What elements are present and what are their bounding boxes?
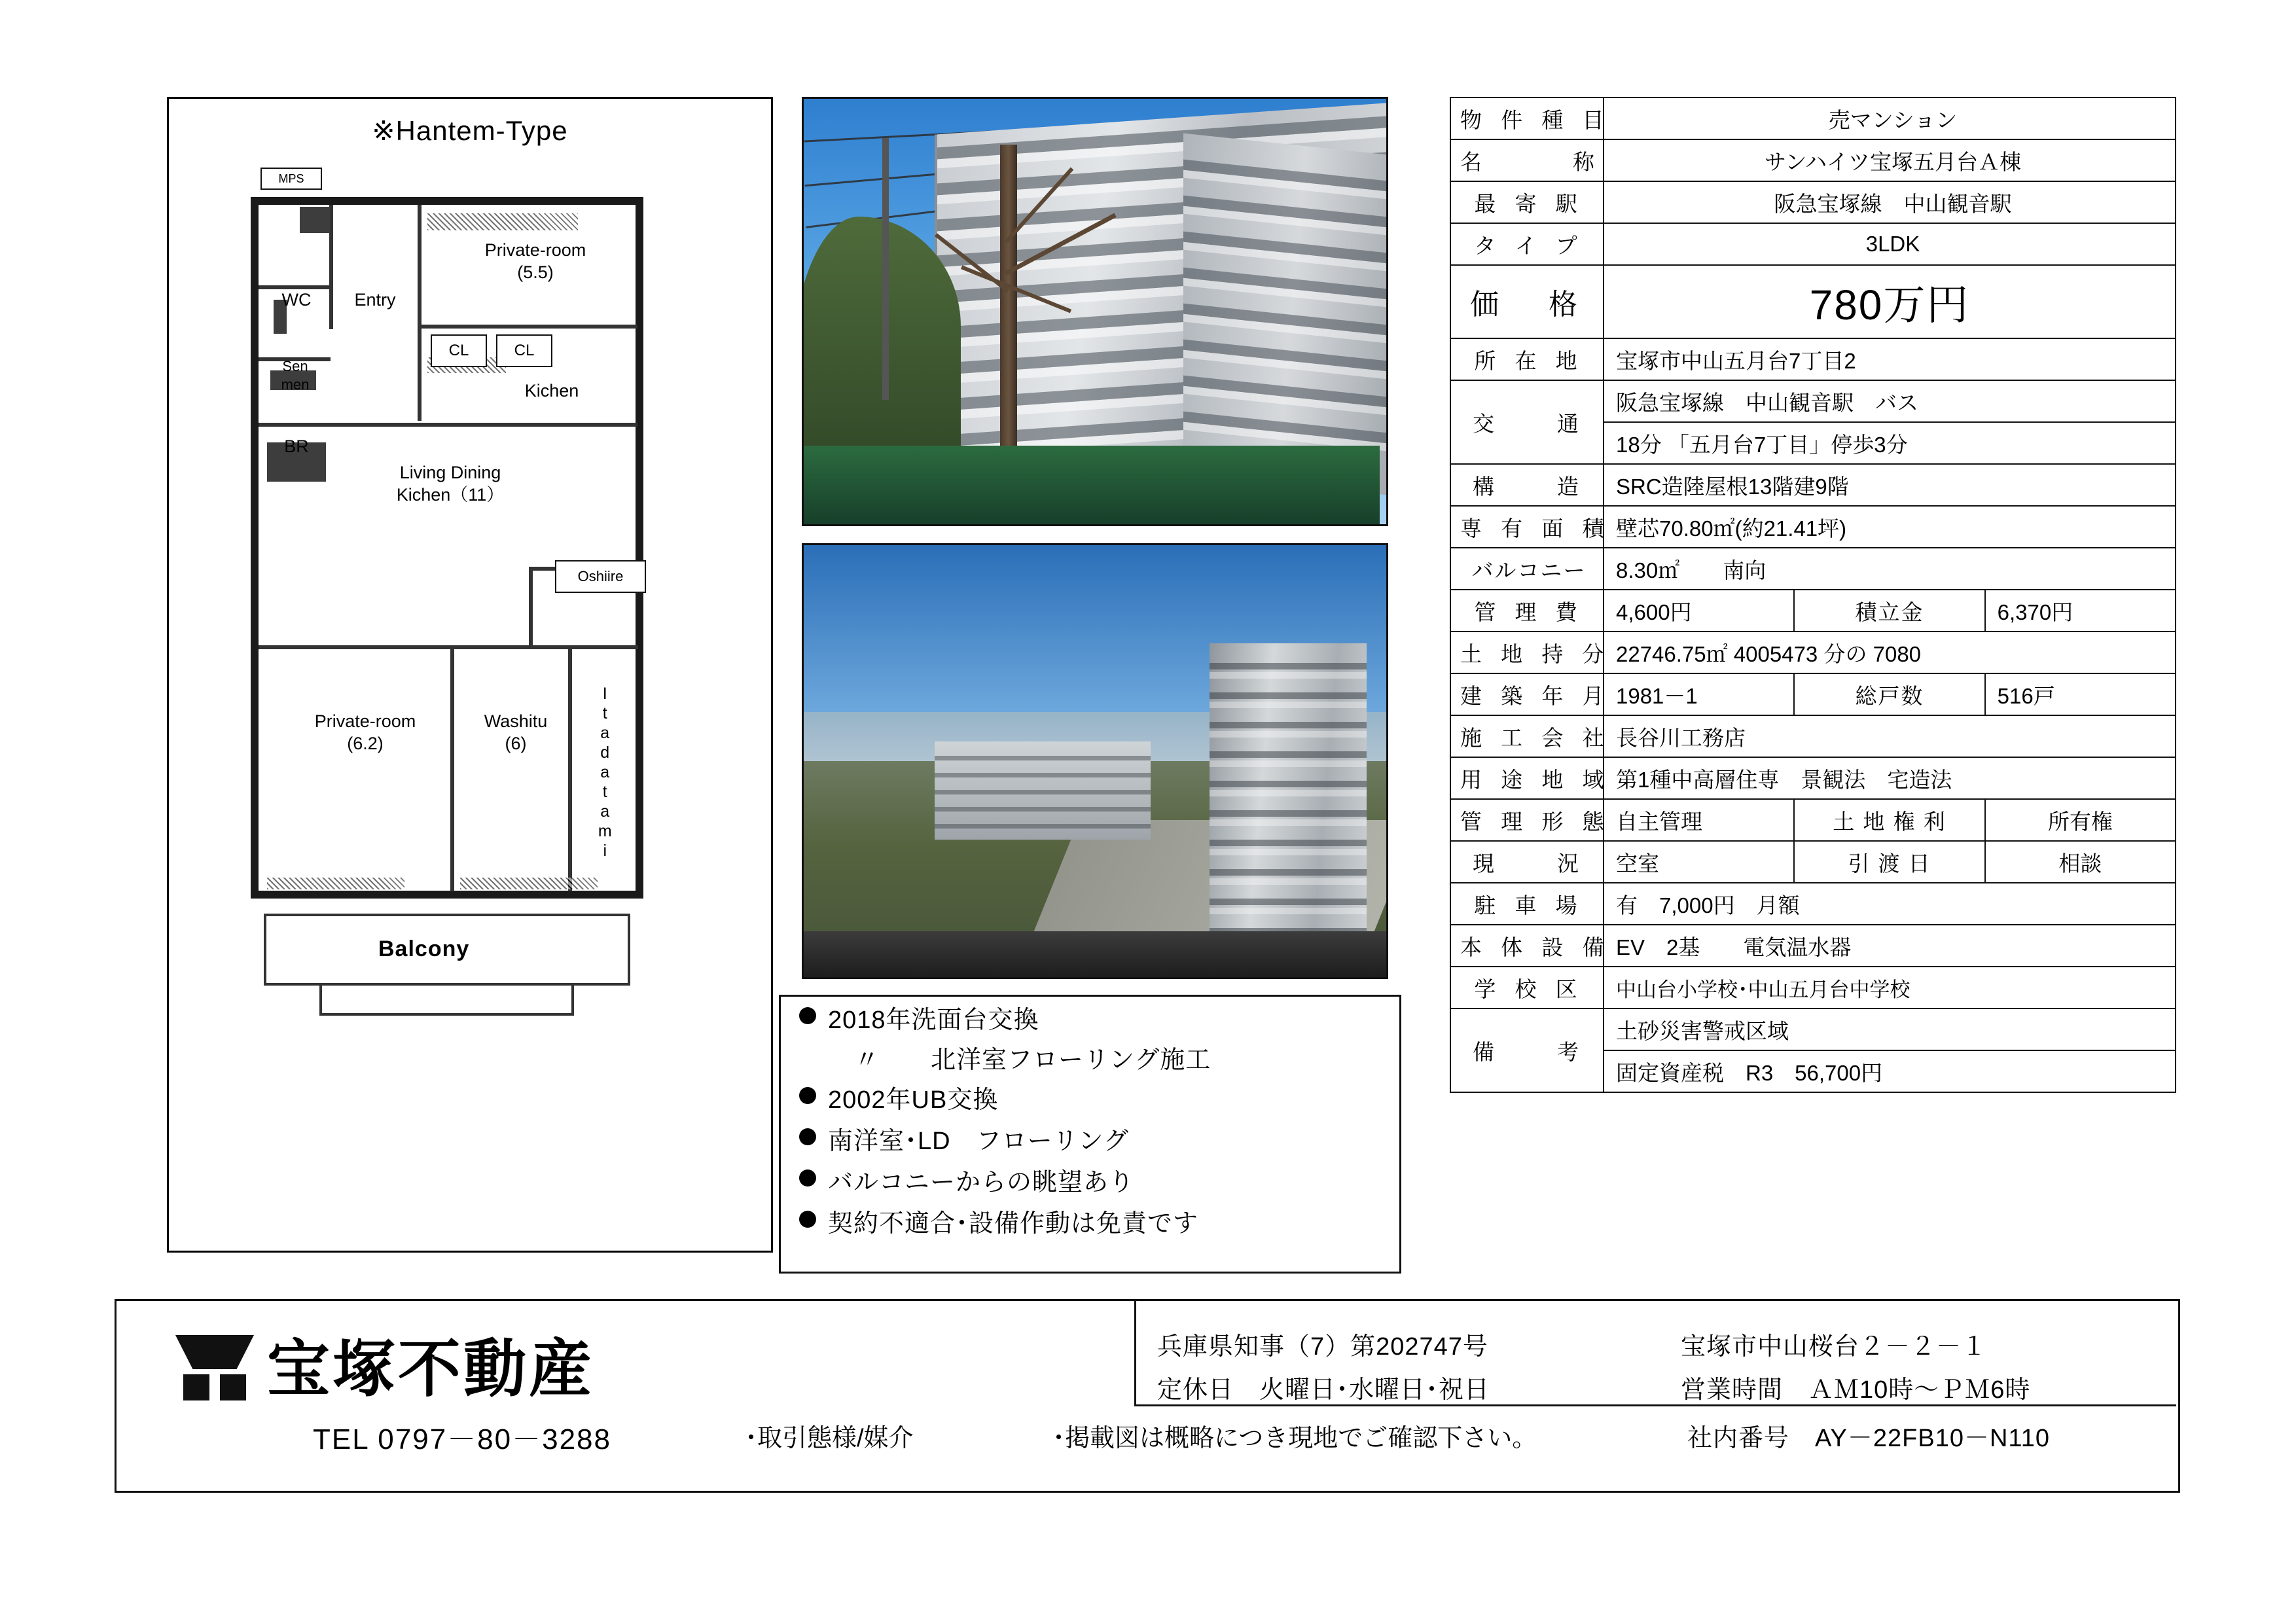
closet-1-label: CL <box>431 334 487 367</box>
footer-bar <box>115 1299 2180 1493</box>
row-value: SRC造陸屋根13階建9階 <box>1604 464 2176 506</box>
row-label: 引 渡 日 <box>1794 841 1984 883</box>
table-row <box>1450 1008 2176 1050</box>
washitsu-label: Washitu (6) <box>484 711 548 753</box>
row-label: 本 体 設 備 <box>1450 925 1604 967</box>
row-value: 中山台小学校･中山五月台中学校 <box>1604 967 2176 1008</box>
feature-item-3 <box>781 1118 1399 1159</box>
feature-text: 2002年UB交換 <box>828 1086 999 1114</box>
floorplan-title: ※Hantem-Type <box>372 115 568 146</box>
closet-2-label: CL <box>496 334 552 367</box>
row-value: 自主管理 <box>1604 799 1794 841</box>
bullet-icon <box>799 1087 816 1104</box>
row-value: 22746.75㎡ 4005473 分の 7080 <box>1604 632 2176 673</box>
table-row <box>1450 673 2176 715</box>
neighbor-tower <box>1210 643 1367 957</box>
partition-ldk-bottom <box>259 645 638 649</box>
table-row <box>1450 632 2176 673</box>
feature-text: 契約不適合･設備作動は免責です <box>828 1210 1199 1238</box>
wall-bottom <box>251 891 643 899</box>
table-row <box>1450 799 2176 841</box>
row-value: 固定資産税 R3 56,700円 <box>1604 1050 2176 1092</box>
row-label: 物 件 種 目 <box>1450 98 1604 139</box>
row-label: 建 築 年 月 <box>1450 673 1604 715</box>
window-south-1 <box>267 878 404 889</box>
row-value: 阪急宝塚線 中山観音駅 バス <box>1604 380 2176 422</box>
row-label: 駐 車 場 <box>1450 883 1604 925</box>
table-row <box>1450 506 2176 548</box>
floorplan-drawing <box>202 161 738 1143</box>
disclaimer-note: ･掲載図は概略につき現地でご確認下さい。 <box>1052 1425 1537 1452</box>
ldk-label: Living Dining Kichen（11） <box>396 463 505 505</box>
row-label: 最 寄 駅 <box>1450 181 1604 223</box>
price-label: 価 格 <box>1450 265 1604 338</box>
balcony-label: Balcony <box>378 936 470 961</box>
fixture-counter <box>427 213 578 230</box>
itadatami-label: Itadatami <box>596 685 615 861</box>
feature-subitem: 〃 北洋室フローリング施工 <box>854 1046 1211 1074</box>
row-value: 516戸 <box>1985 673 2176 715</box>
holidays: 定休日 火曜日･水曜日･祝日 <box>1157 1376 1490 1404</box>
row-label: 土 地 権 利 <box>1794 799 1984 841</box>
utility-pole <box>882 138 889 400</box>
wall-right <box>636 197 643 897</box>
senmen-label: Sen men <box>281 358 310 393</box>
table-row <box>1450 98 2176 139</box>
table-row <box>1450 548 2176 590</box>
business-hours: 営業時間 ＡＭ10時～ＰＭ6時 <box>1681 1376 2031 1404</box>
feature-text: 南洋室･LD フローリング <box>828 1128 1129 1155</box>
entry-label: Entry <box>354 290 396 310</box>
feature-item-4 <box>781 1159 1399 1200</box>
row-value: 壁芯70.80㎡(約21.41坪) <box>1604 506 2176 548</box>
row-label: 専 有 面 積 <box>1450 506 1604 548</box>
oshiire-label: Oshiire <box>555 560 646 593</box>
tree <box>1000 145 1017 485</box>
exterior-photo <box>802 97 1388 526</box>
row-label: バルコニー <box>1450 548 1604 590</box>
row-label: 構 造 <box>1450 464 1604 506</box>
private-room-55-label: Private-room (5.5) <box>484 240 586 282</box>
row-label: 土 地 持 分 <box>1450 632 1604 673</box>
partition-rooms-bottom-mid <box>450 649 454 891</box>
table-row <box>1450 757 2176 799</box>
row-value: 有 7,000円 月額 <box>1604 883 2176 925</box>
row-value: 6,370円 <box>1985 590 2176 632</box>
feature-text: 2018年洗面台交換 <box>828 1007 1039 1034</box>
price-row <box>1450 265 2176 338</box>
feature-item-2 <box>781 1077 1399 1118</box>
balcony-edge-right <box>628 914 630 986</box>
transaction-note: ･取引態様/媒介 <box>745 1425 914 1452</box>
table-row <box>1450 139 2176 181</box>
feature-item-1 <box>781 997 1399 1038</box>
footer-divider-vertical <box>1134 1301 1136 1406</box>
row-label: 学 校 区 <box>1450 967 1604 1008</box>
br-label: BR <box>284 437 309 456</box>
row-value: 3LDK <box>1604 223 2176 265</box>
partition-oshiire-left <box>529 567 533 645</box>
row-label: 管 理 形 態 <box>1450 799 1604 841</box>
features-box <box>779 995 1401 1274</box>
row-value: 宝塚市中山五月台7丁目2 <box>1604 338 2176 380</box>
bullet-icon <box>799 1211 816 1228</box>
balcony-view-photo <box>802 543 1388 979</box>
table-row <box>1450 380 2176 422</box>
telephone: TEL 0797－80－3288 <box>313 1423 611 1455</box>
license-number: 兵庫県知事（7）第202747号 <box>1157 1333 1488 1361</box>
row-value: 18分 「五月台7丁目」停歩3分 <box>1604 422 2176 464</box>
row-value: 売マンション <box>1604 98 2176 139</box>
row-value: 4,600円 <box>1604 590 1794 632</box>
row-label: 用 途 地 域 <box>1450 757 1604 799</box>
private-room-62-label: Private-room (6.2) <box>314 711 416 753</box>
table-row <box>1450 841 2176 883</box>
feature-item-5 <box>781 1200 1399 1241</box>
row-value: 8.30㎡ 南向 <box>1604 548 2176 590</box>
fixture-ps <box>300 207 330 233</box>
balcony-stub-bottom <box>319 1013 574 1016</box>
balcony-stub-right <box>571 983 574 1016</box>
feature-text: バルコニーからの眺望あり <box>828 1169 1135 1196</box>
row-label: 施 工 会 社 <box>1450 715 1604 757</box>
row-label: 備 考 <box>1450 1008 1604 1092</box>
balcony-railing <box>804 931 1386 977</box>
property-spec-table <box>1450 97 2176 1093</box>
apartment-block-right <box>1183 134 1388 497</box>
balcony-edge-left <box>264 914 266 986</box>
wc-label: WC <box>281 290 312 310</box>
row-value: サンハイツ宝塚五月台Ａ棟 <box>1604 139 2176 181</box>
row-value: EV 2基 電気温水器 <box>1604 925 2176 967</box>
internal-number: 社内番号 AY－22FB10－N110 <box>1687 1425 2050 1452</box>
row-label: 名 称 <box>1450 139 1604 181</box>
table-row <box>1450 925 2176 967</box>
table-row <box>1450 967 2176 1008</box>
low-rise-buildings <box>935 741 1151 840</box>
company-logo-icon <box>175 1335 254 1400</box>
wall-top <box>251 197 643 205</box>
partition-room55-bottom <box>422 325 637 329</box>
window-south-2 <box>460 878 598 889</box>
partition-itadatami <box>568 649 572 891</box>
row-value: 阪急宝塚線 中山観音駅 <box>1604 181 2176 223</box>
row-value: 相談 <box>1985 841 2176 883</box>
wall-left <box>251 197 259 897</box>
row-value: 第1種中高層住専 景観法 宅造法 <box>1604 757 2176 799</box>
table-row <box>1450 715 2176 757</box>
row-label: 総戸数 <box>1794 673 1984 715</box>
row-value: 1981－1 <box>1604 673 1794 715</box>
row-value: 長谷川工務店 <box>1604 715 2176 757</box>
price-value: 780万円 <box>1604 265 2176 338</box>
row-value: 所有権 <box>1985 799 2176 841</box>
balcony-stub-left <box>319 983 322 1016</box>
row-label: 交 通 <box>1450 380 1604 464</box>
hedge <box>804 446 1380 524</box>
bullet-icon <box>799 1007 816 1024</box>
balcony-edge-top <box>264 914 630 916</box>
balcony-edge-bottom <box>264 983 630 986</box>
company-name: 宝塚不動産 <box>267 1332 594 1406</box>
table-row <box>1450 590 2176 632</box>
office-address: 宝塚市中山桜台２－２－１ <box>1681 1333 1988 1361</box>
row-label: 現 況 <box>1450 841 1604 883</box>
row-value: 土砂災害警戒区域 <box>1604 1008 2176 1050</box>
kitchen-label: Kichen <box>524 381 579 401</box>
row-label: 積立金 <box>1794 590 1984 632</box>
table-row <box>1450 883 2176 925</box>
partition-br-bottom <box>259 423 422 427</box>
row-label: タ イ プ <box>1450 223 1604 265</box>
partition-kitchen-bottom <box>422 423 637 427</box>
row-value: 空室 <box>1604 841 1794 883</box>
floorplan-panel <box>167 97 773 1253</box>
table-row <box>1450 181 2176 223</box>
bullet-icon <box>799 1128 816 1145</box>
row-label: 所 在 地 <box>1450 338 1604 380</box>
mps-box: MPS <box>260 168 322 190</box>
partition-corridor-right <box>418 205 422 421</box>
table-row <box>1450 338 2176 380</box>
table-row <box>1450 464 2176 506</box>
bullet-icon <box>799 1169 816 1186</box>
table-row <box>1450 223 2176 265</box>
row-label: 管 理 費 <box>1450 590 1604 632</box>
